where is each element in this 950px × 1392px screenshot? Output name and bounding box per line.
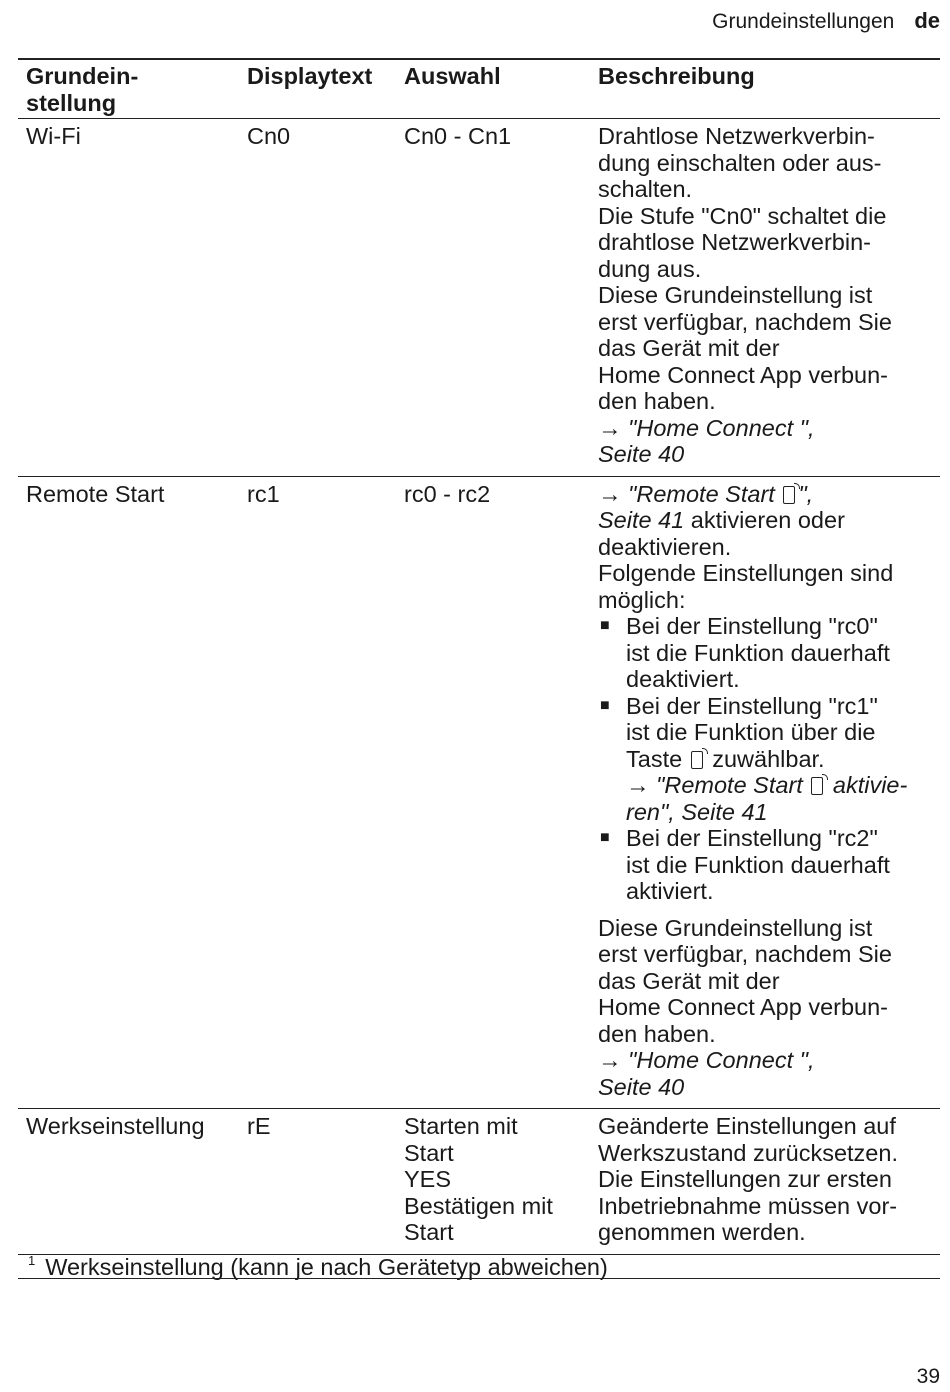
cross-reference-link[interactable]: → "Home Connect ", Seite 40 — [598, 1047, 815, 1100]
list-item: ■ Bei der Einstellung "rc0" ist die Funktion dauerhaft deaktiviert. — [600, 613, 890, 692]
bullet-icon: ■ — [600, 829, 610, 846]
description-cell — [590, 119, 940, 477]
column-header: Auswahl — [396, 59, 590, 119]
language-code: de — [914, 8, 940, 33]
setting-name: Werkseinstellung — [18, 1109, 239, 1255]
column-header: Beschreibung — [590, 59, 940, 119]
remote-start-icon — [691, 751, 703, 769]
bullet-icon: ■ — [600, 617, 610, 634]
setting-name: Remote Start — [18, 476, 239, 1109]
description-cell — [590, 476, 940, 1109]
table-row — [18, 119, 940, 477]
cross-reference-link[interactable]: → "Home Connect ", Seite 40 — [598, 414, 815, 467]
selection-range: Cn0 - Cn1 — [396, 119, 590, 477]
footnote-marker: 1 — [28, 1253, 36, 1268]
cross-reference-link[interactable]: → "Remote Start ", Seite 41 aktivieren oder deaktivieren. — [598, 480, 845, 560]
description-text: Die Stufe "Cn0" schaltet die drahtlose Netzwerkverbin- dung aus. — [598, 202, 887, 282]
remote-start-icon — [811, 777, 823, 795]
selection-range: rc0 - rc2 — [396, 476, 590, 1109]
footnote — [18, 1244, 940, 1279]
bullet-icon: ■ — [600, 696, 610, 714]
description-text: Diese Grundeinstellung ist erst verfügbar, nachdem Sie das Gerät mit der Home Connect App verbun- den haben. — [598, 282, 892, 414]
settings-table — [18, 58, 940, 1255]
display-text: rc1 — [239, 476, 396, 1109]
description-text: Drahtlose Netzwerkverbin- dung einschalten oder aus- schalten. — [598, 123, 882, 202]
footnote-text: Werkseinstellung (kann je nach Gerätetyp abweichen) — [45, 1254, 608, 1280]
arrow-icon: → — [598, 480, 622, 507]
display-text: rE — [239, 1109, 396, 1255]
table-row — [18, 476, 940, 1109]
table-header-row — [18, 59, 940, 119]
section-title: Grundeinstellungen — [712, 10, 895, 33]
setting-name: Wi-Fi — [18, 119, 239, 477]
column-header: Grundein- stellung — [18, 59, 239, 119]
list-item: ■ Bei der Einstellung "rc1" ist die Funktion über die Taste zuwählbar. → "Remote Start aktivie- ren", Seite 41 — [598, 693, 940, 826]
arrow-icon: → — [598, 414, 622, 441]
page-header — [712, 8, 940, 35]
remote-start-icon — [783, 486, 795, 504]
selection-range: Starten mit Start YES Bestätigen mit Start — [396, 1109, 590, 1255]
options-list — [598, 613, 940, 905]
description-text: Diese Grundeinstellung ist erst verfügbar, nachdem Sie das Gerät mit der Home Connect App verbun- den haben. — [598, 914, 892, 1047]
display-text: Cn0 — [239, 119, 396, 477]
list-item: ■ Bei der Einstellung "rc2" ist die Funktion dauerhaft aktiviert. — [600, 825, 890, 904]
description-text: Geänderte Einstellungen auf Werkszustand zurücksetzen. Die Einstellungen zur ersten Inbetriebnahme müssen vor- genommen werden. — [590, 1109, 940, 1255]
description-text: Folgende Einstellungen sind möglich: — [598, 560, 894, 613]
cross-reference-link[interactable]: → "Remote Start aktivie- ren", Seite 41 — [626, 772, 908, 825]
arrow-icon: → — [626, 772, 650, 798]
table-row — [18, 1109, 940, 1255]
arrow-icon: → — [598, 1047, 622, 1073]
column-header: Displaytext — [239, 59, 396, 119]
page-number: 39 — [916, 1365, 940, 1388]
